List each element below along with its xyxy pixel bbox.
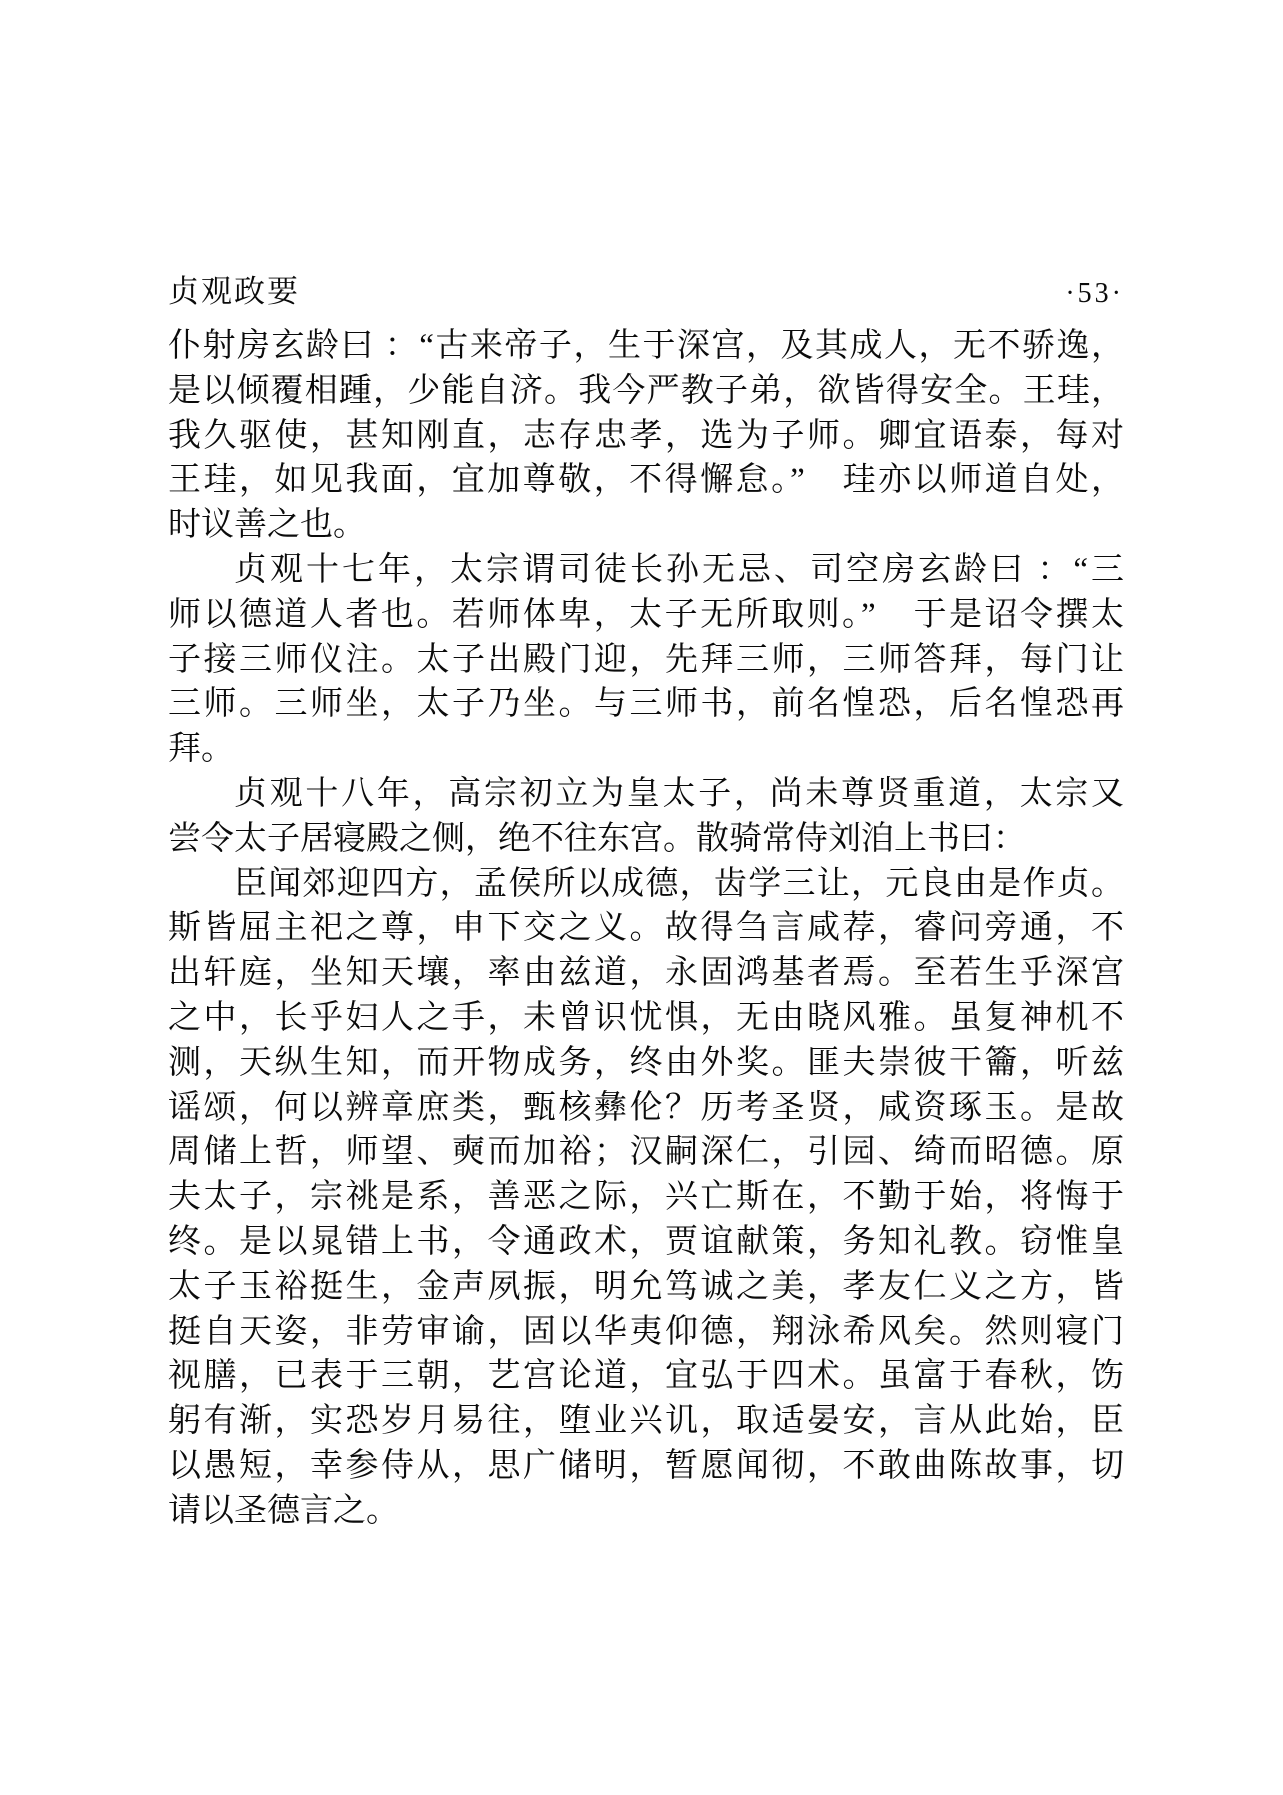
text-line: 尝令太子居寝殿之侧，绝不往东宫。散骑常侍刘洎上书曰： xyxy=(168,820,1026,857)
text-line: 之中，长乎妇人之手，未曾识忧惧，无由晓风雅。虽复神机不 xyxy=(168,999,1124,1036)
text-line: 王珪，如见我面，宜加尊敬，不得懈怠。” 珪亦以师道自处， xyxy=(168,462,1124,499)
text-line: 拜。 xyxy=(168,731,234,768)
text-line: 子接三师仪注。太子出殿门迎，先拜三师，三师答拜，每门让 xyxy=(168,641,1124,678)
text-line: 三师。三师坐，太子乃坐。与三师书，前名惶恐，后名惶恐再 xyxy=(168,686,1124,723)
paragraph xyxy=(168,548,1124,772)
text-line: 躬有渐，实恐岁月易往，堕业兴讥，取适晏安，言从此始，臣 xyxy=(168,1403,1124,1440)
text-line: 测，天纵生知，而开物成务，终由外奖。匪夫崇彼干籥，听兹 xyxy=(168,1044,1124,1081)
paragraph xyxy=(168,772,1124,862)
text-line: 是以倾覆相踵，少能自济。我今严教子弟，欲皆得安全。王珪， xyxy=(168,372,1124,409)
text-line: 仆射房玄龄曰 ：“古来帝子，生于深宫，及其成人，无不骄逸， xyxy=(168,328,1124,364)
text-line: 视膳，已表于三朝，艺宫论道，宜弘于四术。虽富于春秋，饬 xyxy=(168,1358,1124,1395)
text-line: 斯皆屈主祀之尊，申下交之义。故得刍言咸荐，睿问旁通，不 xyxy=(168,910,1124,947)
text-line: 谣颂，何以辨章庶类，甄核彝伦？历考圣贤，咸资琢玉。是故 xyxy=(168,1089,1124,1126)
text-line: 出轩庭，坐知天壤，率由兹道，永固鸿基者焉。至若生乎深宫 xyxy=(168,955,1124,992)
text-line: 太子玉裕挺生，金声夙振，明允笃诚之美，孝友仁义之方，皆 xyxy=(168,1268,1124,1305)
text-line: 夫太子，宗祧是系，善恶之际，兴亡斯在，不勤于始，将悔于 xyxy=(168,1179,1124,1216)
text-line: 以愚短，幸参侍从，思广储明，暂愿闻彻，不敢曲陈故事，切 xyxy=(168,1447,1124,1484)
text-line: 周储上哲，师望、奭而加裕；汉嗣深仁，引园、绮而昭德。原 xyxy=(168,1134,1124,1171)
text-line: 臣闻郊迎四方，孟侯所以成德，齿学三让，元良由是作贞。 xyxy=(234,865,1124,902)
text-line: 师以德道人者也。若师体卑，太子无所取则。” 于是诏令撰太 xyxy=(168,596,1124,633)
paragraph xyxy=(168,862,1124,1534)
running-head-book-title: 贞观政要 xyxy=(168,274,300,309)
text-line: 时议善之也。 xyxy=(168,507,366,544)
text-line: 终。是以晁错上书，令通政术，贾谊献策，务知礼教。窃惟皇 xyxy=(168,1223,1124,1260)
text-line: 贞观十八年，高宗初立为皇太子，尚未尊贤重道，太宗又 xyxy=(234,775,1124,812)
body-text xyxy=(168,324,1124,1534)
text-line: 挺自天姿，非劳审谕，固以华夷仰德，翔泳希风矣。然则寝门 xyxy=(168,1313,1124,1350)
text-line: 请以圣德言之。 xyxy=(168,1492,399,1529)
page-header xyxy=(168,266,1124,311)
text-line: 贞观十七年，太宗谓司徒长孙无忌、司空房玄龄曰 ：“三 xyxy=(234,551,1124,588)
text-line: 我久驱使，甚知刚直，志存忠孝，选为子师。卿宜语泰，每对 xyxy=(168,417,1124,454)
paragraph xyxy=(168,324,1124,548)
page-number: ·53· xyxy=(1065,278,1124,309)
